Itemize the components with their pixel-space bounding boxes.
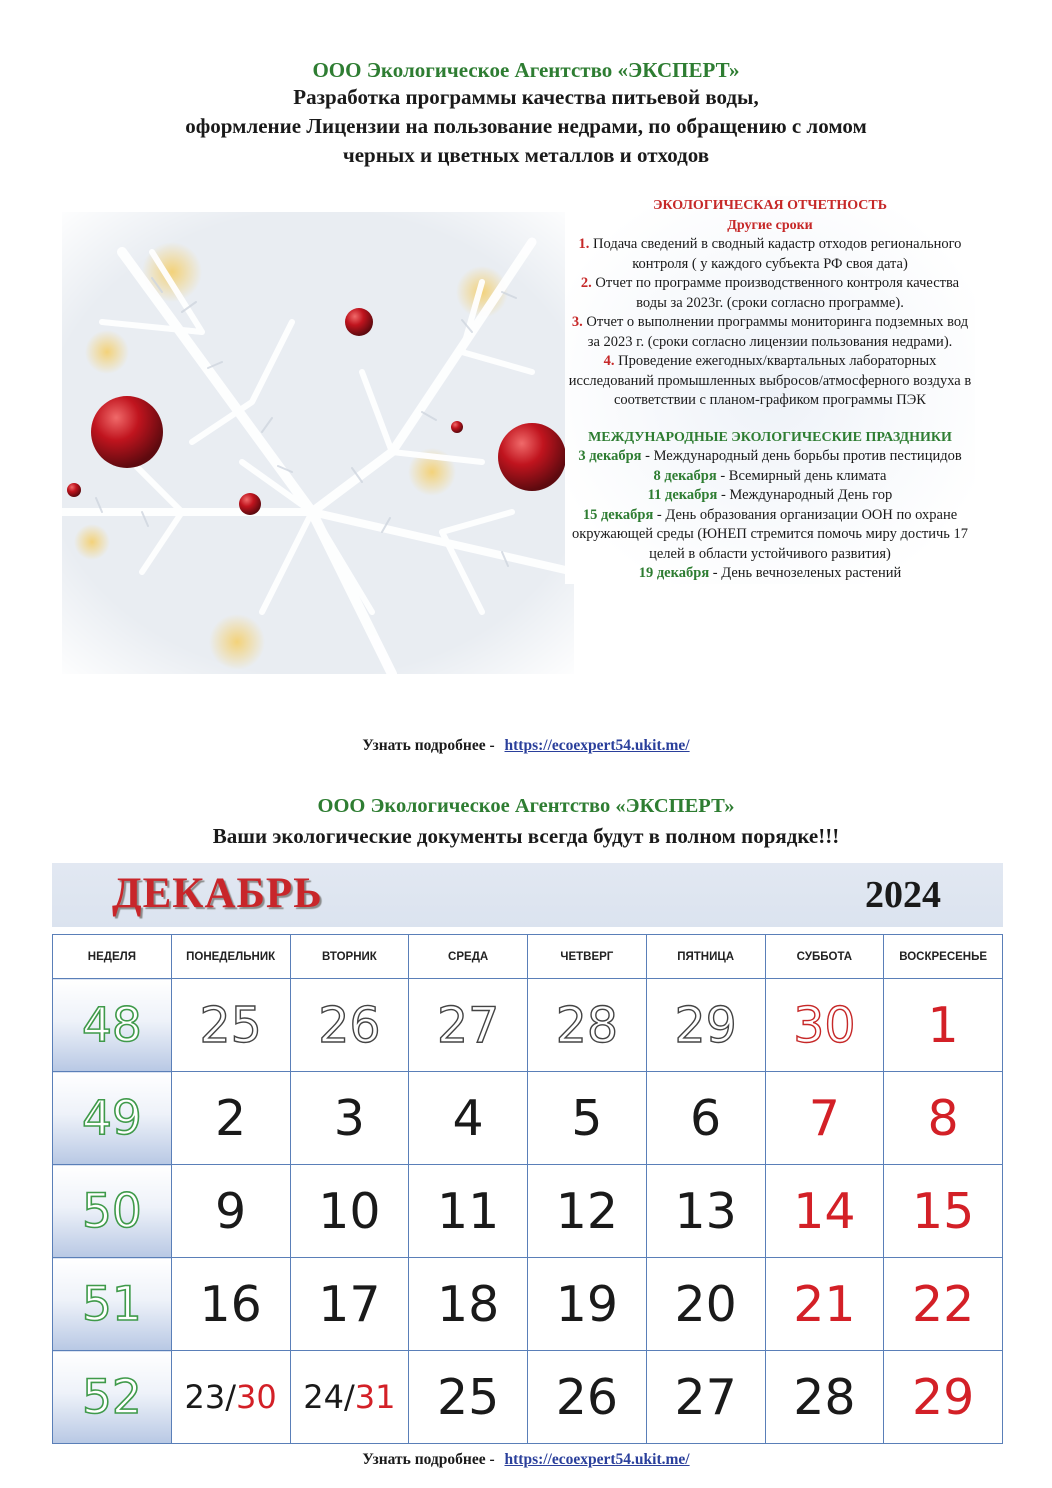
day-cell: 17 bbox=[290, 1258, 409, 1351]
reporting-item: 2. Отчет по программе производственного контроля качества воды за 2023г. (сроки согласно программе). bbox=[580, 275, 960, 311]
reporting-subtitle: Другие сроки bbox=[727, 217, 813, 233]
header bbox=[0, 58, 1052, 170]
day-cell: 21 bbox=[765, 1258, 884, 1351]
holiday-item: 3 декабря - Международный день борьбы против пестицидов bbox=[578, 448, 962, 464]
day-cell: 8 bbox=[884, 1072, 1003, 1165]
calendar-month-bar bbox=[52, 863, 1003, 927]
day-number-next-week: 30 bbox=[236, 1378, 277, 1416]
calendar-week-row bbox=[53, 1351, 1003, 1444]
day-cell: 28 bbox=[528, 979, 647, 1072]
day-cell: 6 bbox=[646, 1072, 765, 1165]
website-link[interactable]: https://ecoexpert54.ukit.me/ bbox=[504, 1451, 690, 1468]
day-cell: 20 bbox=[646, 1258, 765, 1351]
week-number: 49 bbox=[53, 1072, 172, 1165]
reporting-item: 3. Отчет о выполнении программы мониторинга подземных вод за 2023 г. (сроки согласно лицензии пользования недрами). bbox=[571, 314, 969, 350]
day-cell: 18 bbox=[409, 1258, 528, 1351]
reporting-title: ЭКОЛОГИЧЕСКАЯ ОТЧЕТНОСТЬ bbox=[652, 198, 888, 213]
col-tuesday: ВТОРНИК bbox=[290, 935, 409, 979]
slogan-company: ООО Экологическое Агентство «ЭКСПЕРТ» bbox=[317, 795, 735, 817]
info-panel bbox=[565, 196, 975, 584]
holidays-title: МЕЖДУНАРОДНЫЕ ЭКОЛОГИЧЕСКИЕ ПРАЗДНИКИ bbox=[588, 429, 952, 445]
col-wednesday: СРЕДА bbox=[409, 935, 528, 979]
learn-more-label: Узнать подробнее - bbox=[362, 1451, 495, 1468]
day-number: 23/ bbox=[184, 1378, 237, 1416]
learn-more-label: Узнать подробнее - bbox=[362, 737, 495, 754]
day-cell: 14 bbox=[765, 1165, 884, 1258]
week-number: 50 bbox=[53, 1165, 172, 1258]
slogan-text: Ваши экологические документы всегда будут в полном порядке!!! bbox=[212, 824, 840, 848]
day-cell: 28 bbox=[765, 1351, 884, 1444]
calendar-week-row bbox=[53, 979, 1003, 1072]
week-number: 52 bbox=[53, 1351, 172, 1444]
day-cell: 29 bbox=[884, 1351, 1003, 1444]
calendar-week-row bbox=[53, 1258, 1003, 1351]
day-cell: 26 bbox=[528, 1351, 647, 1444]
col-sunday: ВОСКРЕСЕНЬЕ bbox=[884, 935, 1003, 979]
day-cell: 9 bbox=[171, 1165, 290, 1258]
day-cell: 12 bbox=[528, 1165, 647, 1258]
holiday-item: 11 декабря - Международный День гор bbox=[647, 487, 893, 503]
col-thursday: ЧЕТВЕРГ bbox=[528, 935, 647, 979]
day-cell: 26 bbox=[290, 979, 409, 1072]
day-cell: 15 bbox=[884, 1165, 1003, 1258]
reporting-item: 4. Проведение ежегодных/квартальных лабораторных исследований промышленных выбросов/атмосферного воздуха в соответствии с планом-графиком программы ПЭК bbox=[568, 353, 972, 408]
day-cell: 11 bbox=[409, 1165, 528, 1258]
learn-more-top bbox=[0, 737, 1052, 755]
header-line-3: черных и цветных металлов и отходов bbox=[342, 143, 710, 167]
header-line-1: Разработка программы качества питьевой воды, bbox=[293, 85, 759, 109]
col-saturday: СУББОТА bbox=[765, 935, 884, 979]
day-cell-split bbox=[290, 1351, 409, 1444]
holiday-item: 19 декабря - День вечнозеленых растений bbox=[638, 565, 902, 581]
day-number: 24/ bbox=[303, 1378, 355, 1416]
company-name: ООО Экологическое Агентство «ЭКСПЕРТ» bbox=[312, 58, 740, 82]
day-cell: 19 bbox=[528, 1258, 647, 1351]
day-cell: 3 bbox=[290, 1072, 409, 1165]
col-friday: ПЯТНИЦА bbox=[646, 935, 765, 979]
frosted-branch-image bbox=[62, 212, 574, 674]
day-cell: 5 bbox=[528, 1072, 647, 1165]
day-cell: 1 bbox=[884, 979, 1003, 1072]
website-link[interactable]: https://ecoexpert54.ukit.me/ bbox=[504, 737, 690, 754]
day-cell: 25 bbox=[409, 1351, 528, 1444]
day-cell: 13 bbox=[646, 1165, 765, 1258]
day-cell: 27 bbox=[409, 979, 528, 1072]
learn-more-bottom bbox=[0, 1451, 1052, 1469]
day-cell: 27 bbox=[646, 1351, 765, 1444]
day-cell-split bbox=[171, 1351, 290, 1444]
week-number: 48 bbox=[53, 979, 172, 1072]
year: 2024 bbox=[865, 874, 941, 916]
day-cell: 10 bbox=[290, 1165, 409, 1258]
day-cell: 25 bbox=[171, 979, 290, 1072]
day-cell: 7 bbox=[765, 1072, 884, 1165]
calendar-week-row bbox=[53, 1072, 1003, 1165]
reporting-item: 1. Подача сведений в сводный кадастр отходов регионального контроля ( у каждого субъекта РФ своя дата) bbox=[578, 236, 962, 272]
day-number-next-week: 31 bbox=[354, 1378, 396, 1416]
calendar-grid bbox=[52, 934, 1003, 1444]
day-cell: 4 bbox=[409, 1072, 528, 1165]
month-name: ДЕКАБРЬ bbox=[112, 870, 323, 917]
day-cell: 16 bbox=[171, 1258, 290, 1351]
day-cell: 29 bbox=[646, 979, 765, 1072]
holiday-item: 15 декабря - День образования организации ООН по охране окружающей среды (ЮНЕП стремится помочь миру достичь 17 целей в области устойчивого развития) bbox=[571, 506, 969, 562]
day-cell: 30 bbox=[765, 979, 884, 1072]
calendar-week-row bbox=[53, 1165, 1003, 1258]
week-number: 51 bbox=[53, 1258, 172, 1351]
holiday-item: 8 декабря - Всемирный день климата bbox=[653, 467, 887, 484]
header-line-2: оформление Лицензии на пользование недрами, по обращению с ломом bbox=[185, 114, 867, 138]
calendar-header-row bbox=[53, 935, 1003, 979]
day-cell: 22 bbox=[884, 1258, 1003, 1351]
day-cell: 2 bbox=[171, 1072, 290, 1165]
col-week: НЕДЕЛЯ bbox=[53, 935, 172, 979]
winter-branch-photo bbox=[62, 212, 574, 674]
col-monday: ПОНЕДЕЛЬНИК bbox=[171, 935, 290, 979]
